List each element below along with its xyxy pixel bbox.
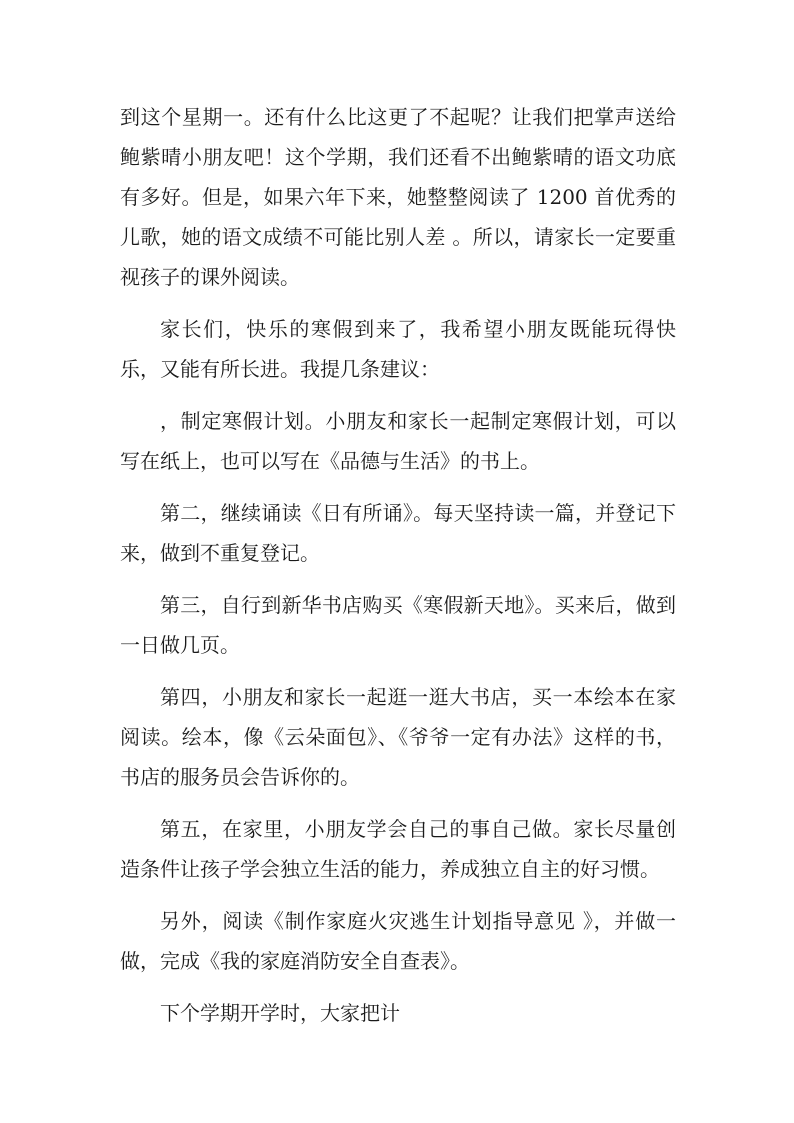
paragraph-suggestion-second: 第二，继续诵读《日有所诵》。每天坚持读一篇，并登记下来，做到不重复登记。 bbox=[120, 501, 676, 565]
paragraph-additionally: 另外，阅读《制作家庭火灾逃生计划指导意见 》，并做一做，完成《我的家庭消防安全自查表》。 bbox=[120, 909, 676, 973]
document-body bbox=[120, 97, 676, 1045]
paragraph-continuation: 到这个星期一。还有什么比这更了不起呢？让我们把掌声送给鲍紫晴小朋友吧！这个学期，我们还看不出鲍紫晴的语文功底有多好。但是，如果六年下来，她整整阅读了 1200 首优秀的儿歌，她的语文成绩不可能比别人差 。所以，请家长一定要重视孩子的课外阅读。 bbox=[120, 105, 676, 289]
paragraph-suggestion-third: 第三，自行到新华书店购买《寒假新天地》。买来后，做到一日做几页。 bbox=[120, 593, 676, 657]
paragraph-suggestion-fifth: 第五，在家里，小朋友学会自己的事自己做。家长尽量创造条件让孩子学会独立生活的能力，养成独立自主的好习惯。 bbox=[120, 817, 676, 881]
paragraph-winter-break-intro: 家长们，快乐的寒假到来了，我希望小朋友既能玩得快乐，又能有所长进。我提几条建议： bbox=[120, 317, 676, 381]
paragraph-next-semester: 下个学期开学时，大家把计 bbox=[160, 1001, 400, 1025]
paragraph-suggestion-fourth: 第四，小朋友和家长一起逛一逛大书店，买一本绘本在家阅读。绘本，像《云朵面包》、《爷爷一定有办法》这样的书，书店的服务员会告诉你的。 bbox=[120, 685, 676, 789]
paragraph-suggestion-plan: ，制定寒假计划。小朋友和家长一起制定寒假计划，可以写在纸上，也可以写在《品德与生活》的书上。 bbox=[120, 409, 676, 473]
